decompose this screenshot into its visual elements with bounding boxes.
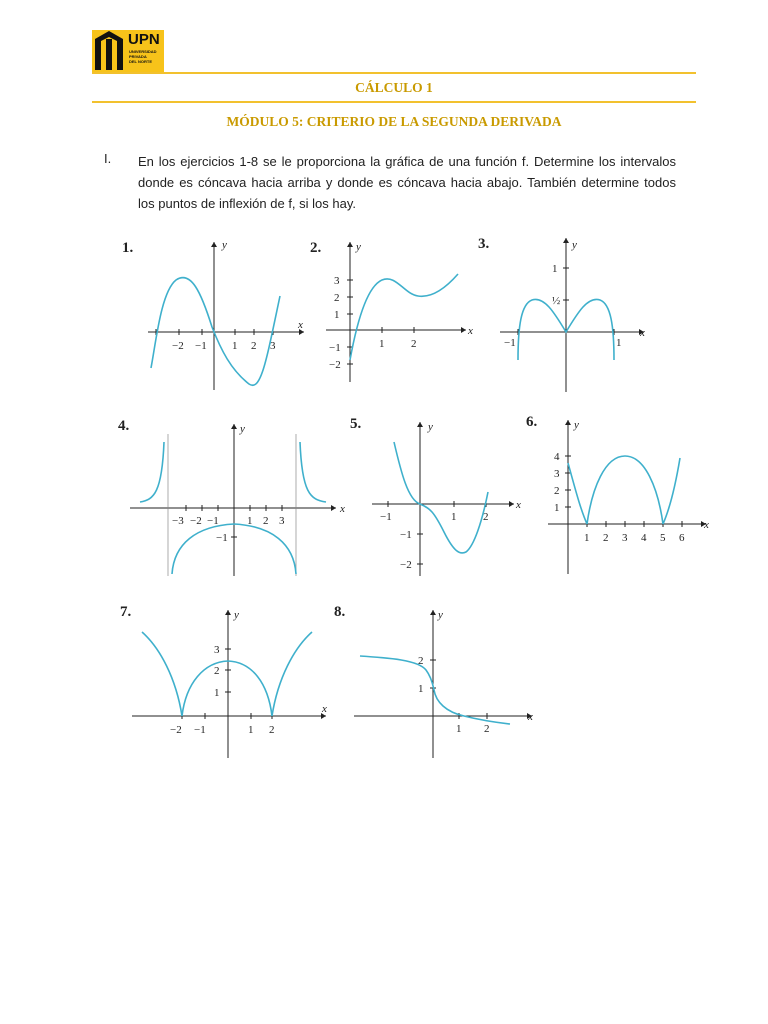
y-axis-label: y	[572, 239, 577, 251]
y-axis-label: y	[240, 423, 245, 435]
y-tick-label: −2	[329, 359, 341, 371]
x-axis-arrow	[509, 501, 514, 507]
function-curve	[151, 278, 280, 386]
y-axis-label: y	[574, 419, 579, 431]
x-tick-label: 3	[270, 340, 276, 352]
x-axis-label: x	[528, 711, 533, 723]
graph-label: 6.	[526, 414, 538, 430]
x-tick-label: 2	[483, 511, 489, 523]
x-axis-label: x	[640, 327, 645, 339]
y-tick-label: 1	[552, 263, 558, 275]
curve-segment-right	[663, 458, 680, 524]
header-rule-top	[92, 72, 696, 74]
logo-text: UPN	[128, 31, 160, 48]
x-tick-label: 4	[641, 532, 647, 544]
y-tick-label: −1	[216, 532, 228, 544]
logo-subtext: UNIVERSIDAD PRIVADA DEL NORTE	[129, 49, 157, 64]
y-axis-arrow	[211, 242, 217, 247]
graph-3	[474, 232, 656, 404]
y-tick-label: 3	[554, 468, 560, 480]
graph-label: 3.	[478, 236, 490, 252]
y-tick-label: 3	[214, 644, 220, 656]
graph-label: 2.	[310, 240, 322, 256]
upn-emblem-icon	[92, 30, 126, 72]
x-tick-label: 5	[660, 532, 666, 544]
y-tick-label: 1	[334, 309, 340, 321]
graph-8	[330, 598, 540, 764]
y-axis-label: y	[356, 241, 361, 253]
module-title: MÓDULO 5: CRITERIO DE LA SEGUNDA DERIVADA	[226, 114, 562, 129]
y-axis-arrow	[565, 420, 571, 425]
graph-2	[306, 232, 482, 404]
y-axis-arrow	[225, 610, 231, 615]
curve-segment-left	[568, 463, 587, 524]
curve-segment-right	[272, 632, 312, 716]
x-tick-label: 2	[603, 532, 609, 544]
x-tick-label: 2	[251, 340, 257, 352]
x-tick-label: 1	[379, 338, 385, 350]
x-tick-label: −2	[170, 724, 182, 736]
x-tick-label: 1	[247, 515, 253, 527]
x-tick-label: 2	[263, 515, 269, 527]
x-tick-label: −1	[194, 724, 206, 736]
x-tick-label: 3	[622, 532, 628, 544]
x-tick-label: −1	[195, 340, 207, 352]
curve-segment-arch	[182, 661, 272, 716]
y-axis-label: y	[234, 609, 239, 621]
x-tick-label: 1	[248, 724, 254, 736]
y-tick-label: 2	[214, 665, 220, 677]
tick-marks	[565, 456, 682, 527]
x-tick-label: 6	[679, 532, 685, 544]
graph-4	[116, 412, 356, 582]
x-tick-label: 1	[456, 723, 462, 735]
graph-label: 4.	[118, 418, 130, 434]
tick-marks	[347, 280, 414, 364]
y-tick-label: 2	[334, 292, 340, 304]
y-tick-label: −2	[400, 559, 412, 571]
x-tick-label: −3	[172, 515, 184, 527]
x-axis-label: x	[516, 499, 521, 511]
y-tick-label: 1	[554, 502, 560, 514]
function-curve	[350, 274, 458, 360]
x-axis-label: x	[704, 519, 709, 531]
x-axis-arrow	[331, 505, 336, 511]
graph-label: 8.	[334, 604, 346, 620]
x-tick-label: 1	[584, 532, 590, 544]
x-tick-label: −1	[207, 515, 219, 527]
x-tick-label: −1	[380, 511, 392, 523]
y-axis-arrow	[231, 424, 237, 429]
y-tick-label: 1	[418, 683, 424, 695]
x-tick-label: −1	[504, 337, 516, 349]
tick-marks	[182, 649, 272, 719]
x-axis-label: x	[340, 503, 345, 515]
graph-6	[520, 408, 712, 582]
y-axis-arrow	[347, 242, 353, 247]
x-tick-label: 1	[616, 337, 622, 349]
graph-label: 5.	[350, 416, 362, 432]
x-tick-label: 2	[484, 723, 490, 735]
graph-7	[116, 598, 332, 764]
graph-label: 7.	[120, 604, 132, 620]
curve-right-branch	[300, 442, 326, 502]
y-tick-label: 2	[554, 485, 560, 497]
y-axis-arrow	[563, 238, 569, 243]
x-tick-label: −2	[172, 340, 184, 352]
x-tick-label: 2	[269, 724, 275, 736]
y-axis-arrow	[430, 610, 436, 615]
y-axis-label: y	[222, 239, 227, 251]
section-numeral: I.	[104, 151, 112, 166]
x-axis-label: x	[468, 325, 473, 337]
x-tick-label: 3	[279, 515, 285, 527]
y-tick-label: 4	[554, 451, 560, 463]
upn-logo	[92, 30, 164, 72]
y-axis-arrow	[417, 422, 423, 427]
y-axis-label: y	[438, 609, 443, 621]
graph-1	[116, 232, 312, 404]
exercise-instructions: En los ejercicios 1-8 se le proporciona la gráfica de una función f. Determine los intervalos donde es cóncava hacia arriba y donde es cóncava hacia abajo. También determine todos los puntos de inflexión de f, si los hay.	[138, 154, 676, 211]
curve-segment-left	[142, 632, 182, 716]
x-axis-label: x	[322, 703, 327, 715]
y-tick-label: −1	[329, 342, 341, 354]
tick-marks	[430, 660, 487, 719]
y-tick-label: 2	[418, 655, 424, 667]
document-title: CÁLCULO 1	[355, 80, 433, 95]
x-tick-label: 1	[451, 511, 457, 523]
x-axis-arrow	[461, 327, 466, 333]
y-tick-label: 1	[214, 687, 220, 699]
graph-5	[346, 412, 524, 582]
y-tick-label: ½	[552, 295, 561, 307]
x-tick-label: 2	[411, 338, 417, 350]
y-axis-label: y	[428, 421, 433, 433]
graph-label: 1.	[122, 240, 134, 256]
y-tick-label: −1	[400, 529, 412, 541]
y-tick-label: 3	[334, 275, 340, 287]
curve-segment-arch	[587, 456, 663, 524]
header-rule-bottom	[92, 101, 696, 103]
x-tick-label: 1	[232, 340, 238, 352]
curve-left-branch	[140, 442, 164, 502]
x-tick-label: −2	[190, 515, 202, 527]
x-axis-label: x	[298, 319, 303, 331]
